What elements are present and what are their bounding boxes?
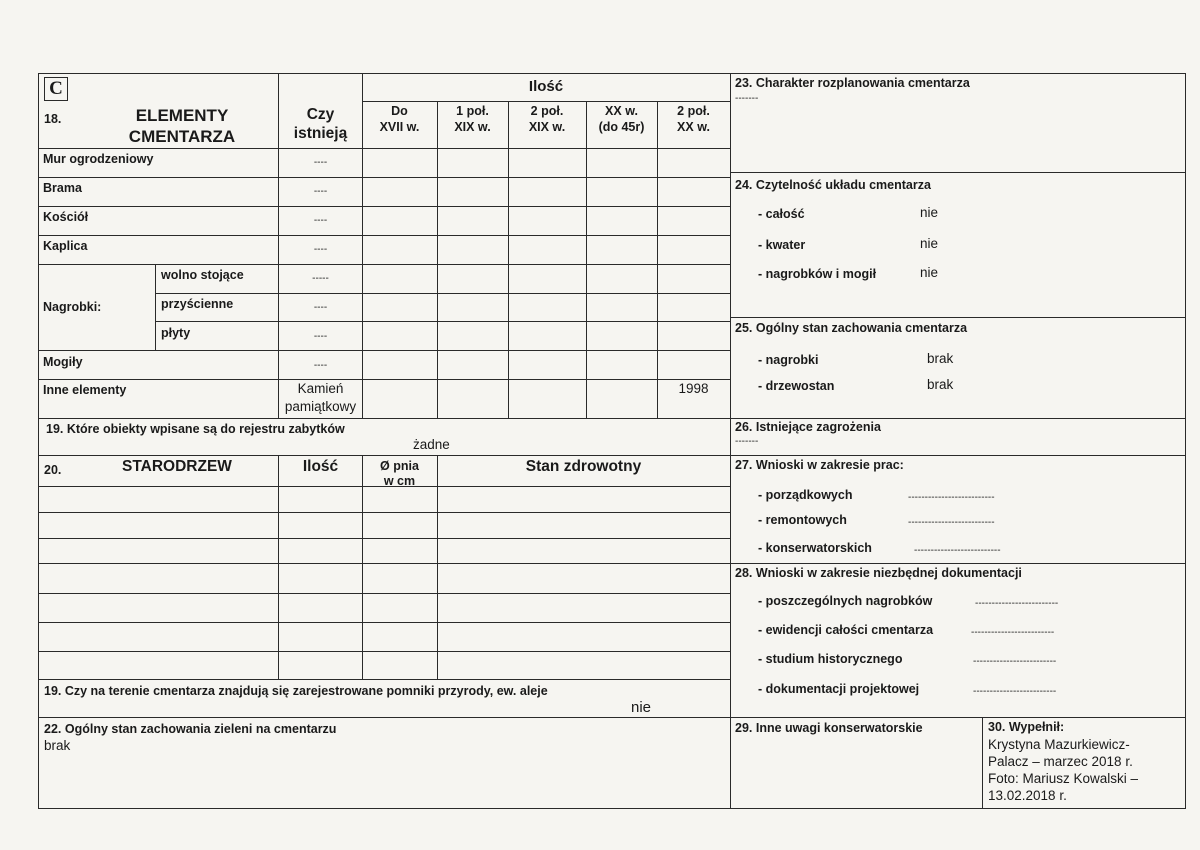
row-label-kaplica: Kaplica <box>43 239 88 253</box>
section-19b-label: 19. Czy na terenie cmentarza znajdują się zarejestrowane pomniki przyrody, ew. aleje <box>44 684 548 698</box>
row-label-plyty: płyty <box>161 326 191 340</box>
row-label-inne: Inne elementy <box>43 383 127 397</box>
s28-item-3-label: - studium historycznego <box>758 652 903 666</box>
s27-item-porzadkowych-label: - porządkowych <box>758 488 853 502</box>
s30-line-4: 13.02.2018 r. <box>988 788 1067 803</box>
s30-line-2: Palacz – marzec 2018 r. <box>988 754 1133 769</box>
section-28-label: 28. Wnioski w zakresie niezbędnej dokumentacji <box>735 566 1022 580</box>
s27-item-porzadkowych-value: -------------------------- <box>908 492 995 503</box>
czy-header-line1: Czy <box>306 106 335 123</box>
s28-item-1-value: ------------------------- <box>975 598 1059 609</box>
czy-header-line2: istnieją <box>293 125 348 142</box>
period-header-1-l2: XVII w. <box>379 120 420 134</box>
row-label-kosciol: Kościół <box>43 210 89 224</box>
s28-item-4-label: - dokumentacji projektowej <box>758 682 920 696</box>
outer-border-bottom <box>38 808 1186 809</box>
s24-item-nagrobkow-value: nie <box>920 265 939 280</box>
period-header-2-l1: 1 poł. <box>456 104 489 118</box>
pane-divider <box>730 73 731 809</box>
row-label-mogily: Mogiły <box>43 355 83 369</box>
section-29-label: 29. Inne uwagi konserwatorskie <box>735 721 923 735</box>
s27-item-remontowych-label: - remontowych <box>758 513 847 527</box>
pnia-header-l2: w cm <box>383 474 416 488</box>
section-26-label: 26. Istniejące zagrożenia <box>735 420 881 434</box>
s24-item-calosc-label: - całość <box>758 207 805 221</box>
section-18-title-line2: CMENTARZA <box>128 127 236 146</box>
s24-item-nagrobkow-label: - nagrobków i mogił <box>758 267 877 281</box>
row-exists-kosciol: ---- <box>313 215 328 226</box>
row-label-brama: Brama <box>43 181 82 195</box>
ilosc-header: Ilość <box>528 78 564 95</box>
period-header-5-l2: XX w. <box>677 120 710 134</box>
s27-item-konserwatorskich-label: - konserwatorskich <box>758 541 872 555</box>
period-header-3-l1: 2 poł. <box>530 104 564 118</box>
s24-item-kwater-value: nie <box>920 236 939 251</box>
section-30-label: 30. Wypełnił: <box>988 720 1065 734</box>
row-label-przyscienne: przyścienne <box>161 297 234 311</box>
period-header-4-l2: (do 45r) <box>598 120 645 134</box>
section-20-number: 20. <box>44 463 62 477</box>
s25-item-drzewostan-label: - drzewostan <box>758 379 835 393</box>
row-exists-przyscienne: ---- <box>313 302 328 313</box>
s27-item-konserwatorskich-value: -------------------------- <box>914 545 1001 556</box>
section-20-title: STARODRZEW <box>122 458 232 475</box>
row-exists-inne-l2: pamiątkowy <box>284 399 357 414</box>
section-19a-label: 19. Które obiekty wpisane są do rejestru zabytków <box>46 422 345 436</box>
s25-item-nagrobki-label: - nagrobki <box>758 353 819 367</box>
s25-item-drzewostan-value: brak <box>927 377 954 392</box>
row-label-wolno-stojace: wolno stojące <box>161 268 244 282</box>
stan-zdrowotny-header: Stan zdrowotny <box>525 458 642 475</box>
s27-item-remontowych-value: -------------------------- <box>908 517 995 528</box>
pnia-header-l1: Ø pnia <box>380 459 419 473</box>
s25-item-nagrobki-value: brak <box>927 351 954 366</box>
row-label-mur: Mur ogrodzeniowy <box>43 152 154 166</box>
row-exists-brama: ---- <box>313 186 328 197</box>
s28-item-1-label: - poszczególnych nagrobków <box>758 594 933 608</box>
outer-border-left <box>38 73 39 809</box>
section-24-label: 24. Czytelność układu cmentarza <box>735 178 931 192</box>
row-exists-kaplica: ---- <box>313 244 328 255</box>
section-25-label: 25. Ogólny stan zachowania cmentarza <box>735 321 968 335</box>
period-header-5-l1: 2 poł. <box>677 104 710 118</box>
nagrobki-label: Nagrobki: <box>43 300 102 314</box>
row-exists-mogily: ---- <box>313 360 328 371</box>
s24-item-calosc-value: nie <box>920 205 939 220</box>
period-header-4-l1: XX w. <box>605 104 638 118</box>
section-19b-value: nie <box>631 699 652 716</box>
section-26-value: ------- <box>735 436 759 447</box>
section-18-title-line1: ELEMENTY <box>135 106 229 125</box>
row-exists-inne-l1: Kamień <box>297 381 344 396</box>
s28-item-2-label: - ewidencji całości cmentarza <box>758 623 934 637</box>
starodrzew-ilosc-header: Ilość <box>302 458 339 475</box>
section-22-value: brak <box>44 738 71 753</box>
section-27-label: 27. Wnioski w zakresie prac: <box>735 458 904 472</box>
s28-item-2-value: ------------------------- <box>971 627 1055 638</box>
section-23-value: ------- <box>735 93 759 104</box>
row-exists-mur: ---- <box>313 157 328 168</box>
period-header-1-l1: Do <box>391 104 408 118</box>
row-inne-year: 1998 <box>678 381 709 396</box>
section-19a-value: żadne <box>413 437 450 452</box>
period-header-2-l2: XIX w. <box>454 120 491 134</box>
s30-line-1: Krystyna Mazurkiewicz- <box>988 737 1130 752</box>
outer-border-right <box>1185 73 1186 809</box>
s30-line-3: Foto: Mariusz Kowalski – <box>988 771 1139 786</box>
row-exists-plyty: ---- <box>313 331 328 342</box>
s24-item-kwater-label: - kwater <box>758 238 806 252</box>
row-exists-wolno-stojace: ----- <box>312 273 329 284</box>
s28-item-4-value: ------------------------- <box>973 686 1057 697</box>
period-header-3-l2: XIX w. <box>528 120 566 134</box>
section-23-label: 23. Charakter rozplanowania cmentarza <box>735 76 970 90</box>
outer-border-top <box>38 73 1186 74</box>
s28-item-3-value: ------------------------- <box>973 656 1057 667</box>
section-letter: C <box>44 77 68 101</box>
section-22-label: 22. Ogólny stan zachowania zieleni na cmentarzu <box>44 722 337 736</box>
section-18-number: 18. <box>44 112 62 126</box>
